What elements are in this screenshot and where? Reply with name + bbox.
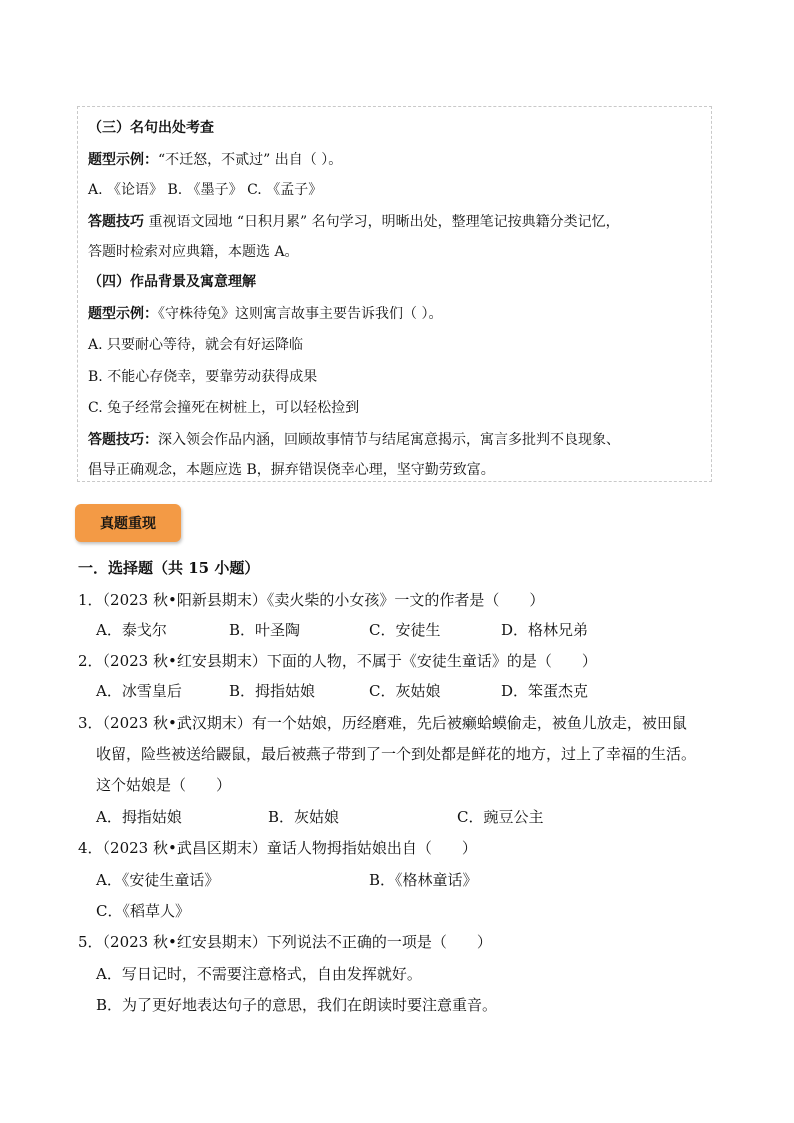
question-3-stem-cont: 收留，险些被送给鼹鼠，最后被燕子带到了一个到处都是鲜花的地方，过上了幸福的生活。 — [96, 745, 697, 763]
skill-text: 深入领会作品内涵，回顾故事情节与结尾寓意揭示，寓言多批判不良现象、 — [158, 432, 620, 448]
question-3-option-c: C．豌豆公主 — [457, 808, 544, 826]
question-4-stem: 4．（2023 秋•武昌区期末）童话人物拇指姑娘出自（ ） — [78, 839, 477, 857]
question-1-option-b: B．叶圣陶 — [229, 621, 301, 639]
section-3-skill-cont: 答题时检索对应典籍，本题选 A。 — [88, 244, 299, 260]
question-4-option-a: A．《安徒生童话》 — [96, 871, 220, 889]
skill-text: 重视语文园地 “日积月累” 名句学习，明晰出处，整理笔记按典籍分类记忆， — [144, 214, 620, 230]
section-3-example — [88, 150, 342, 170]
question-4-option-b: B．《格林童话》 — [369, 871, 478, 889]
question-5-option-a: A．写日记时，不需要注意格式，自由发挥就好。 — [96, 965, 422, 983]
section-4-option-b: B. 不能心存侥幸，要靠劳动获得成果 — [88, 369, 318, 385]
section-3-heading: （三）名句出处考查 — [88, 120, 214, 136]
skill-label: 答题技巧： — [88, 432, 158, 448]
example-text: 《守株待兔》这则寓言故事主要告诉我们（ ）。 — [158, 306, 443, 322]
question-3-option-a: A．拇指姑娘 — [96, 808, 182, 826]
example-text: “不迁怒，不贰过” 出自（ ）。 — [158, 152, 343, 168]
section-4-option-a: A. 只要耐心等待，就会有好运降临 — [88, 337, 304, 353]
section-title: 一．选择题（共 15 小题） — [78, 559, 260, 577]
real-questions-badge: 真题重现 — [75, 504, 181, 542]
question-2-option-d: D．笨蛋杰克 — [501, 682, 589, 700]
question-2-option-c: C．灰姑娘 — [369, 682, 441, 700]
question-1-stem: 1．（2023 秋•阳新县期末）《卖火柴的小女孩》一文的作者是（ ） — [78, 591, 545, 609]
question-2-stem: 2．（2023 秋•红安县期末）下面的人物，不属于《安徒生童话》的是（ ） — [78, 652, 597, 670]
question-3-stem-end: 这个姑娘是（ ） — [96, 776, 232, 794]
question-5-option-b: B．为了更好地表达句子的意思，我们在朗读时要注意重音。 — [96, 996, 498, 1014]
section-4-skill — [88, 430, 620, 450]
question-4-option-c: C．《稻草人》 — [96, 902, 190, 920]
question-2-option-b: B．拇指姑娘 — [229, 682, 316, 700]
example-label: 题型示例： — [88, 306, 158, 322]
section-3-options: A. 《论语》 B. 《墨子》 C. 《孟子》 — [88, 182, 323, 198]
example-label: 题型示例： — [88, 152, 158, 168]
skill-label: 答题技巧 — [88, 214, 144, 230]
question-3-option-b: B．灰姑娘 — [268, 808, 340, 826]
question-1-option-a: A．泰戈尔 — [96, 621, 167, 639]
section-3-skill — [88, 212, 620, 232]
section-4-option-c: C. 兔子经常会撞死在树桩上，可以轻松捡到 — [88, 400, 360, 416]
question-5-stem: 5．（2023 秋•红安县期末）下列说法不正确的一项是（ ） — [78, 933, 492, 951]
question-1-option-d: D．格林兄弟 — [501, 621, 589, 639]
section-4-skill-cont: 倡导正确观念，本题应选 B，摒弃错误侥幸心理，坚守勤劳致富。 — [88, 462, 495, 478]
section-4-example — [88, 304, 442, 324]
question-2-option-a: A．冰雪皇后 — [96, 682, 182, 700]
question-1-option-c: C．安徒生 — [369, 621, 441, 639]
question-3-stem: 3．（2023 秋•武汉期末）有一个姑娘，历经磨难，先后被癞蛤蟆偷走，被鱼儿放走，被田鼠 — [78, 714, 687, 732]
section-4-heading: （四）作品背景及寓意理解 — [88, 274, 256, 290]
